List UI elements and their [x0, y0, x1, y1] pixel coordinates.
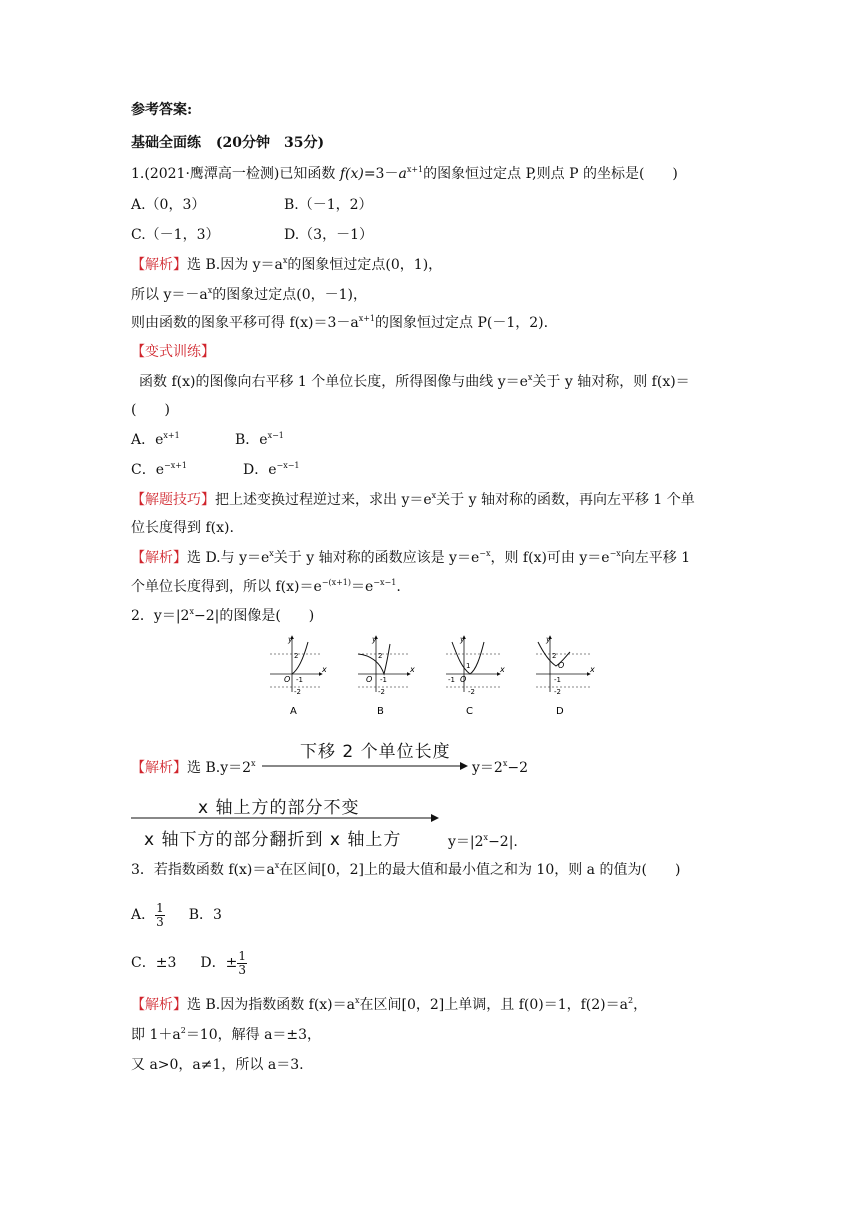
var-sol1c: ，则 f(x)可由 y＝e: [490, 550, 610, 566]
graph-b: [358, 635, 415, 717]
q3-optA-den: 3: [156, 914, 164, 929]
q2-graphs: [262, 632, 602, 722]
q1-suffix: 的图象恒过定点 P,则点 P 的坐标是( ): [423, 166, 678, 182]
section-meta: (20分钟 35分): [215, 135, 325, 151]
arrow2-top-label: x 轴上方的部分不变: [198, 798, 360, 818]
graph-a-tick-neg2: -2: [294, 688, 301, 696]
arrow2-head: [431, 814, 439, 822]
q3-sol1b: 在区间[0，2]上单调，且 f(0)＝1，f(2)＝a: [359, 997, 628, 1013]
graph-a: [270, 635, 327, 717]
graph-c-x-label: x: [500, 665, 505, 674]
q1-eq: =3－: [363, 166, 399, 182]
variant-options-row2: [131, 460, 300, 480]
variant-optB: B．e: [235, 432, 268, 448]
q3-optA: A．: [131, 907, 156, 923]
variant-option-c: [131, 460, 243, 480]
q2-stem-a: 2．y＝|2: [131, 608, 190, 624]
q2-sol-exp: x: [251, 759, 256, 768]
tip1b: 关于 y 轴对称的函数，再向左平移 1 个单: [436, 492, 695, 508]
jiexi-tag: 【解析】: [131, 760, 187, 776]
arrow1-head: [460, 762, 468, 770]
graph-d-tick-neg2: -2: [554, 688, 561, 696]
q3-optD-num: 1: [238, 948, 246, 963]
q1-a: a: [398, 166, 407, 182]
q1-sol3exp: x+1: [358, 314, 376, 323]
graph-c-origin: O: [460, 675, 467, 684]
graph-c: [446, 635, 505, 717]
graph-b-tick-2: 2: [378, 652, 383, 660]
q3-optB: B．3: [188, 907, 222, 923]
graph-b-tick-neg1: -1: [380, 676, 387, 684]
q3-sol1c: ，: [633, 997, 648, 1013]
q1-option-a: A.（0，3）: [131, 197, 206, 213]
q2-result2exp: x: [483, 833, 489, 842]
graph-d-tick-2: 2: [552, 652, 557, 660]
section-heading: [131, 133, 324, 153]
var-sol1d: 向左平移 1: [620, 550, 691, 566]
q1-option-b: B.（－1，2）: [284, 197, 373, 213]
graph-d-label: D: [556, 706, 564, 717]
tip-line1: [131, 490, 695, 510]
q3-options-row1: [131, 900, 222, 930]
graph-c-tick-1: 1: [466, 662, 471, 670]
q3-sol1exp2: 2: [627, 996, 634, 1005]
variant-stem1b: 关于 y 轴对称，则 f(x)＝: [532, 374, 690, 390]
q1-sol2exp: x: [207, 286, 213, 295]
graph-a-tick-2: 2: [294, 652, 299, 660]
q3-optA-fraction: [155, 902, 165, 929]
q1-sol3a: 则由函数的图象平移可得 f(x)＝3－a: [131, 315, 359, 331]
var-sol2exp2: −x−1: [373, 578, 397, 587]
variant-stem1: 函数 f(x)的图像向右平移 1 个单位长度，所得图像与曲线 y＝e: [139, 374, 528, 390]
arrow1-label: 下移 2 个单位长度: [300, 742, 451, 762]
q1-sol1a: 选 B.因为 y＝a: [187, 257, 283, 273]
graph-d-y-label: y: [546, 635, 551, 644]
q2-result1a: y＝2: [472, 760, 503, 776]
tip-line2: 位长度得到 f(x).: [131, 520, 234, 536]
graph-b-label: B: [377, 706, 384, 717]
var-sol1exp: x: [269, 549, 274, 558]
q1-sol3b: 的图象恒过定点 P(－1，2).: [375, 315, 549, 331]
q1-fx: f(x): [339, 166, 364, 182]
graph-b-tick-neg2: -2: [378, 688, 385, 696]
q1-prefix: 1.(2021·鹰潭高一检测)已知函数: [131, 166, 340, 182]
q2-stem-b: −2|的图像是( ): [193, 608, 315, 624]
tip1a: 把上述变换过程逆过来，求出 y＝e: [215, 492, 432, 508]
graph-c-label: C: [466, 706, 473, 717]
q3-optA-num: 1: [156, 900, 164, 915]
q2-solution-start: [131, 758, 256, 778]
q1-solution-line2: [131, 285, 367, 305]
graph-a-tick-neg1: -1: [296, 676, 303, 684]
q3-optD-den: 3: [238, 962, 246, 977]
graph-a-origin: O: [284, 675, 291, 684]
jiexi-tag: 【解析】: [131, 997, 187, 1013]
graph-d-x-label: x: [590, 665, 595, 674]
variant-stem1exp: x: [527, 373, 533, 382]
graph-c-tick-neg2: -2: [468, 688, 475, 696]
graph-c-y-label: y: [460, 635, 465, 644]
q1-stem: [131, 164, 678, 184]
answer-title: 参考答案:: [131, 102, 193, 118]
graph-b-y-label: y: [372, 635, 377, 644]
var-sol1exp2: −x: [479, 549, 491, 558]
variant-solution-line2: [131, 577, 401, 597]
arrow2: [131, 812, 443, 824]
graph-b-origin: O: [366, 675, 373, 684]
q3-sol1exp: x: [355, 996, 360, 1005]
q1-options-row1: [131, 195, 373, 215]
var-sol1a: 选 D.与 y＝e: [187, 550, 270, 566]
graph-a-y-label: y: [288, 635, 293, 644]
q2-result2b: −2|.: [488, 834, 518, 850]
q2-result2a: y＝|2: [448, 834, 484, 850]
var-sol2b: ＝e: [351, 579, 374, 595]
q3-sol1a: 选 B.因为指数函数 f(x)＝a: [187, 997, 355, 1013]
var-sol1exp3: −x: [609, 549, 621, 558]
q3-stem: [131, 860, 680, 880]
q3-stem-exp: x: [274, 861, 280, 870]
q3-sol2b: ＝10，解得 a＝±3，: [185, 1027, 322, 1043]
variant-stem-line1: [139, 372, 690, 392]
q3-optD-fraction: [237, 950, 247, 977]
q2-result1: [472, 758, 528, 778]
section-name: 基础全面练: [131, 135, 201, 151]
variant-optD: D．e: [243, 462, 277, 478]
q3-optC: C．±3: [131, 955, 177, 971]
q1-sol2a: 所以 y＝－a: [131, 287, 208, 303]
q1-sol2b: 的图象过定点(0，－1)，: [212, 287, 367, 303]
graph-d-tick-neg1: -1: [554, 676, 561, 684]
jiexi-tag: 【解析】: [131, 257, 187, 273]
q3-options-row2: [131, 948, 247, 978]
q3-stem-a: 3．若指数函数 f(x)＝a: [131, 862, 275, 878]
q1-option-c: C.（－1，3）: [131, 227, 220, 243]
var-sol1b: 关于 y 轴对称的函数应该是 y＝e: [273, 550, 480, 566]
q3-solution-line3: 又 a>0，a≠1，所以 a＝3.: [131, 1057, 304, 1073]
jiexi-tag: 【解析】: [131, 550, 187, 566]
graph-c-tick-neg1: -1: [448, 676, 455, 684]
tip1exp: x: [431, 491, 437, 500]
variant-optD-exp: −x−1: [276, 461, 300, 470]
q1-solution-line3: [131, 313, 548, 333]
arrow2-bottom-label: x 轴下方的部分翻折到 x 轴上方: [144, 830, 402, 850]
arrow1: [262, 760, 472, 772]
q1-options-row2: [131, 225, 373, 245]
q3-sol2a: 即 1＋a: [131, 1027, 181, 1043]
q1-solution-line1: [131, 255, 442, 275]
variant-solution-line1: [131, 548, 690, 568]
q3-sol2exp: 2: [180, 1026, 186, 1035]
variant-optB-exp: x−1: [267, 431, 284, 440]
graph-d: [536, 635, 595, 717]
q3-stem-b: 在区间[0，2]上的最大值和最小值之和为 10，则 a 的值为( ): [279, 862, 681, 878]
q1-sol1b: 的图象恒过定点(0，1)，: [287, 257, 443, 273]
variant-optC: C．e: [131, 462, 164, 478]
variant-option-b: [235, 430, 284, 450]
graph-a-label: A: [290, 706, 297, 717]
variant-optA-exp: x+1: [163, 431, 180, 440]
q3-optD: D．±: [200, 955, 238, 971]
q2-result1exp: x: [502, 759, 508, 768]
q2-result1b: −2: [507, 760, 528, 776]
graph-d-origin: O: [558, 661, 565, 670]
var-sol2a: 个单位长度得到，所以 f(x)＝e: [131, 579, 322, 595]
graph-b-curve: [358, 644, 390, 674]
q2-stem: [131, 606, 314, 626]
variant-optC-exp: −x+1: [164, 461, 188, 470]
variant-option-d: [243, 460, 300, 480]
variant-option-a: [131, 430, 235, 450]
graph-b-x-label: x: [410, 665, 415, 674]
q3-solution-line2: [131, 1025, 321, 1045]
q1-exp: x+1: [406, 165, 424, 174]
variant-stem-line2: ( ): [131, 402, 170, 418]
variant-options-row1: [131, 430, 284, 450]
q1-option-d: D.（3，－1）: [284, 227, 373, 243]
q2-result2: [448, 832, 518, 852]
variant-optA: A．e: [131, 432, 164, 448]
q3-solution-line1: [131, 995, 647, 1015]
graph-a-x-label: x: [322, 665, 327, 674]
q2-stem-exp: x: [189, 607, 194, 616]
tip-tag: 【解题技巧】: [131, 492, 215, 508]
variant-tag: 【变式训练】: [131, 344, 215, 360]
var-sol2c: .: [396, 579, 401, 595]
q1-sol1exp: x: [282, 256, 288, 265]
q2-sol-a: 选 B.y＝2: [187, 760, 252, 776]
var-sol2exp: −(x+1): [321, 578, 351, 587]
